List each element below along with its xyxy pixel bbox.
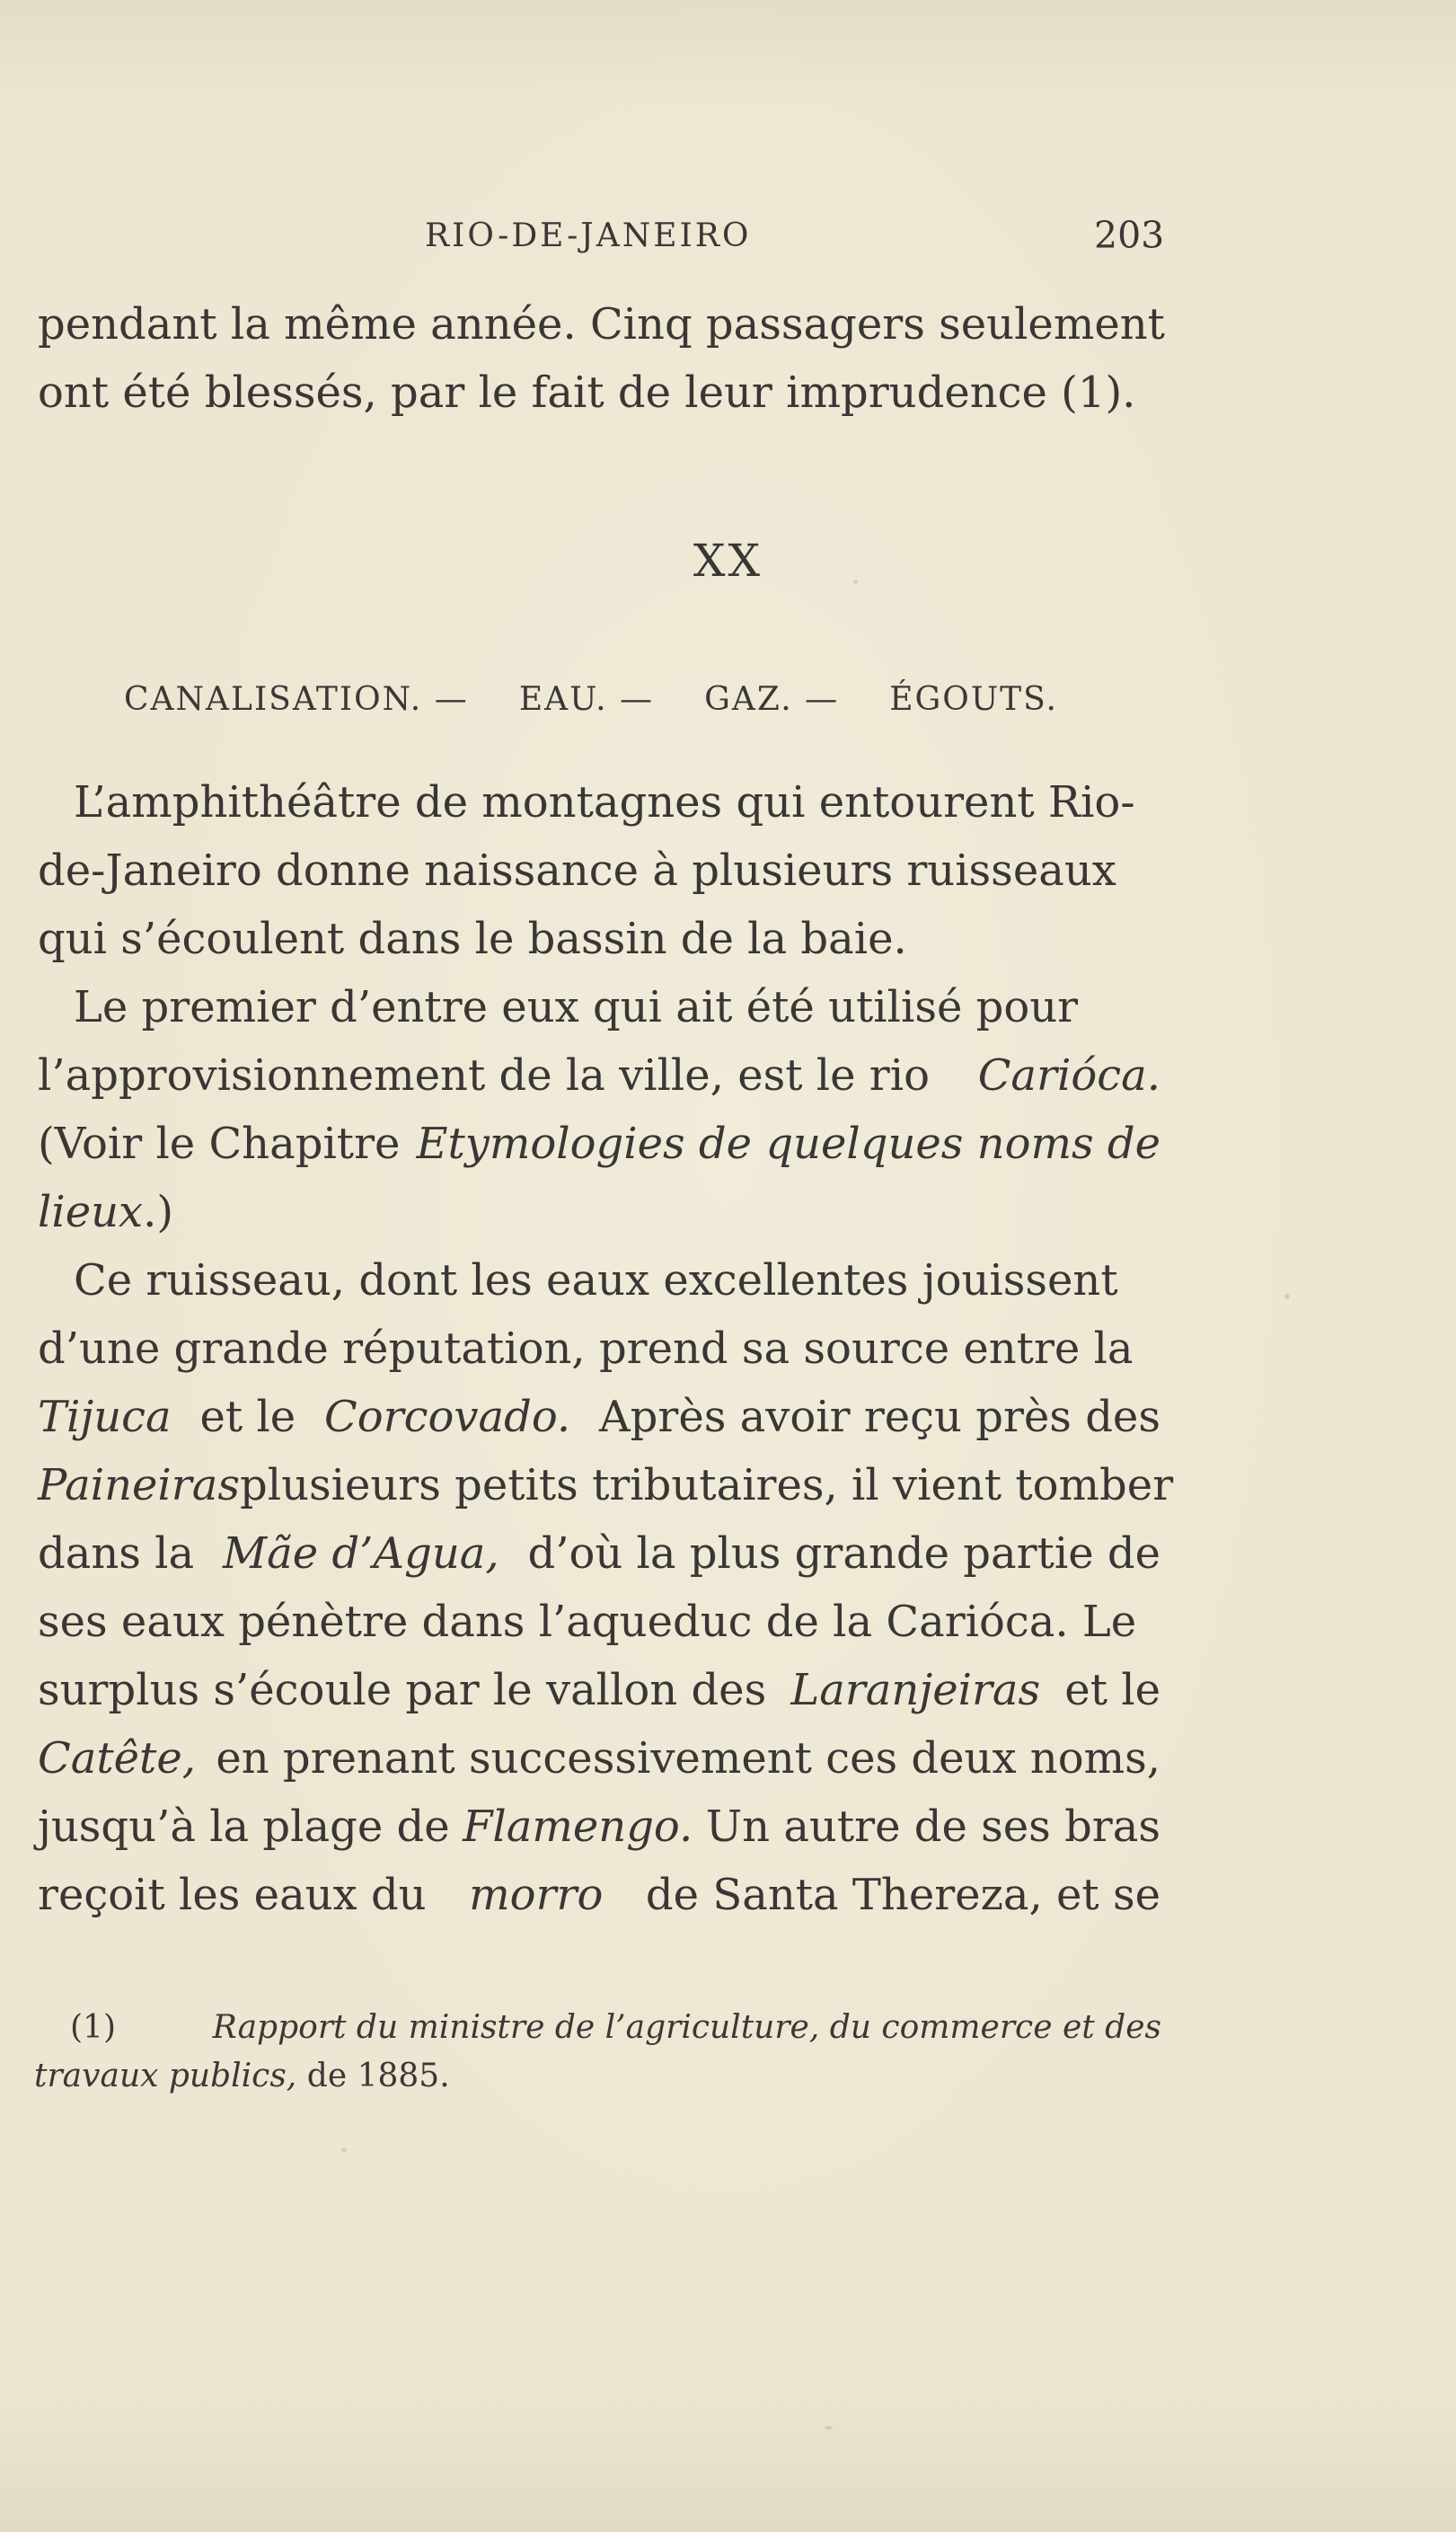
text-line: dans la Mãe d’Agua, d’où la plus grande partie de: [38, 1528, 1160, 1579]
text-line: ses eaux pénètre dans l’aqueduc de la Carióca. Le: [38, 1597, 1137, 1647]
text-line: Ce ruisseau, dont les eaux excellentes jouissent: [74, 1255, 1118, 1306]
footnote-marker: (1): [70, 2009, 116, 2046]
text-line: Le premier d’entre eux qui ait été utilisé pour: [74, 982, 1079, 1032]
text-line: Catête, en prenant successivement ces deux noms,: [38, 1733, 1160, 1784]
text-line: l’approvisionnement de la ville, est le rio Carióca.: [38, 1050, 1160, 1101]
paragraph-amphitheatre: [38, 768, 1174, 1929]
text-line: ont été blessés, par le fait de leur imprudence (1).: [38, 367, 1136, 418]
text-line: qui s’écoulent dans le bassin de la baie.: [38, 914, 907, 964]
text-line: surplus s’écoule par le vallon des Laranjeiras et le: [38, 1665, 1160, 1715]
page-header: [0, 214, 1456, 271]
text-line: L’amphithéâtre de montagnes qui entourent Rio-: [74, 777, 1135, 828]
text-line: de-Janeiro donne naissance à plusieurs ruisseaux: [38, 845, 1116, 896]
paper-stain: [341, 2147, 347, 2153]
text-line: (Voir le Chapitre Etymologies de quelques noms de: [38, 1119, 1160, 1169]
chapter-title: CANALISATION. — EAU. — GAZ. — ÉGOUTS.: [124, 681, 1058, 718]
footnote-line: (1) Rapport du ministre de l’agriculture, du commerce et des: [34, 2004, 1161, 2052]
page-number: 203: [1094, 214, 1165, 257]
running-title: RIO-DE-JANEIRO: [425, 217, 752, 254]
text-line: pendant la même année. Cinq passagers seulement: [38, 299, 1165, 350]
footnote-line: travaux publics, de 1885.: [34, 2058, 450, 2094]
text-line: Paineiras plusieurs petits tributaires, il vient tomber: [38, 1460, 1174, 1510]
text-line: lieux .): [38, 1187, 174, 1237]
paragraph-continued: [38, 290, 1165, 427]
text-line: reçoit les eaux du morro de Santa Thereza, et se: [38, 1870, 1160, 1920]
paper-stain: [1284, 1294, 1290, 1299]
chapter-number: XX: [693, 535, 763, 587]
footnote: [34, 2004, 1161, 2101]
paper-stain: [825, 2426, 833, 2430]
text-line: Tijuca et le Corcovado. Après avoir reçu près des: [38, 1392, 1160, 1442]
text-line: jusqu’à la plage de Flamengo. Un autre de ses bras: [38, 1802, 1160, 1852]
text-line: d’une grande réputation, prend sa source entre la: [38, 1324, 1134, 1374]
